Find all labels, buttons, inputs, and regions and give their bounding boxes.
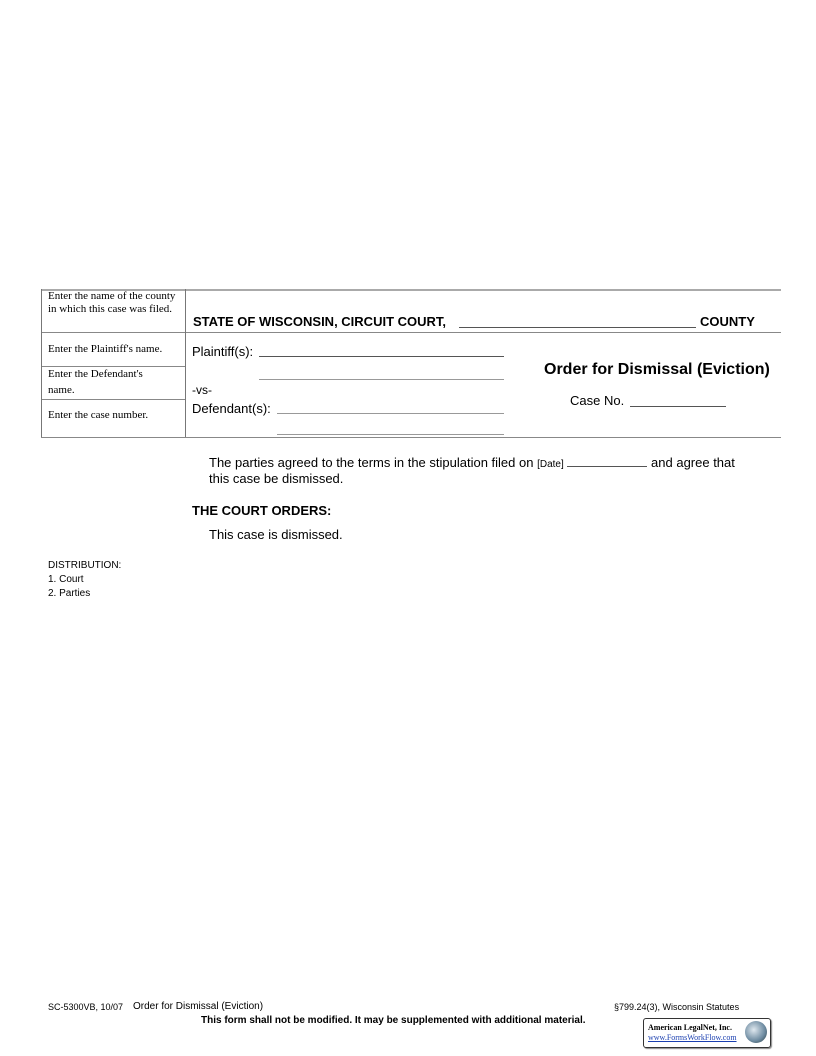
row-divider <box>41 332 781 333</box>
county-label: COUNTY <box>700 314 755 329</box>
distribution-heading: DISTRIBUTION: <box>48 560 122 571</box>
plaintiff-field-line2[interactable] <box>259 379 504 380</box>
county-field[interactable] <box>459 327 696 328</box>
plaintiff-field[interactable] <box>259 356 504 357</box>
globe-icon <box>745 1021 767 1043</box>
vs-label: -vs- <box>192 383 212 397</box>
case-number-hint: Enter the case number. <box>48 409 149 421</box>
modification-notice: This form shall not be modified. It may be supplemented with additional material. <box>201 1015 586 1026</box>
defendant-field[interactable] <box>277 413 504 414</box>
table-bottom-border <box>41 437 781 438</box>
date-field[interactable] <box>567 466 647 467</box>
logo-url[interactable]: www.FormsWorkFlow.com <box>648 1033 737 1042</box>
distribution <box>48 559 121 601</box>
table-column-divider <box>185 289 186 437</box>
distribution-item: 2. Parties <box>48 588 91 599</box>
table-left-border <box>41 289 42 437</box>
plaintiff-label: Plaintiff(s): <box>192 344 254 359</box>
document-title: Order for Dismissal (Eviction) <box>544 361 770 378</box>
plaintiff-hint: Enter the Plaintiff's name. <box>48 343 163 355</box>
case-no-field[interactable] <box>630 406 726 407</box>
legalnet-logo <box>643 1018 771 1048</box>
stipulation-tail: and agree that <box>651 455 735 470</box>
hint-divider <box>41 399 186 400</box>
distribution-item: 1. Court <box>48 574 84 585</box>
orders-heading: THE COURT ORDERS: <box>192 503 332 518</box>
form-id: SC-5300VB, 10/07 <box>48 1002 124 1012</box>
statute: §799.24(3), Wisconsin Statutes <box>614 1002 740 1012</box>
stipulation-text <box>209 455 735 470</box>
county-hint: Enter the name of the county in which this case was filed. <box>48 290 176 315</box>
defendant-field-line2[interactable] <box>277 434 504 435</box>
case-no-label: Case No. <box>570 393 625 408</box>
defendant-label: Defendant(s): <box>192 401 271 416</box>
stipulation-line2: this case be dismissed. <box>209 471 344 486</box>
court-heading: STATE OF WISCONSIN, CIRCUIT COURT, <box>193 314 447 329</box>
logo-name: American LegalNet, Inc. <box>648 1023 732 1032</box>
date-label: [Date] <box>537 459 564 470</box>
stipulation-sentence: The parties agreed to the terms in the stipulation filed on <box>209 455 534 470</box>
defendant-hint: Enter the Defendant's name. <box>48 368 143 396</box>
order-text: This case is dismissed. <box>209 527 343 542</box>
footer-form-title: Order for Dismissal (Eviction) <box>133 1001 264 1012</box>
